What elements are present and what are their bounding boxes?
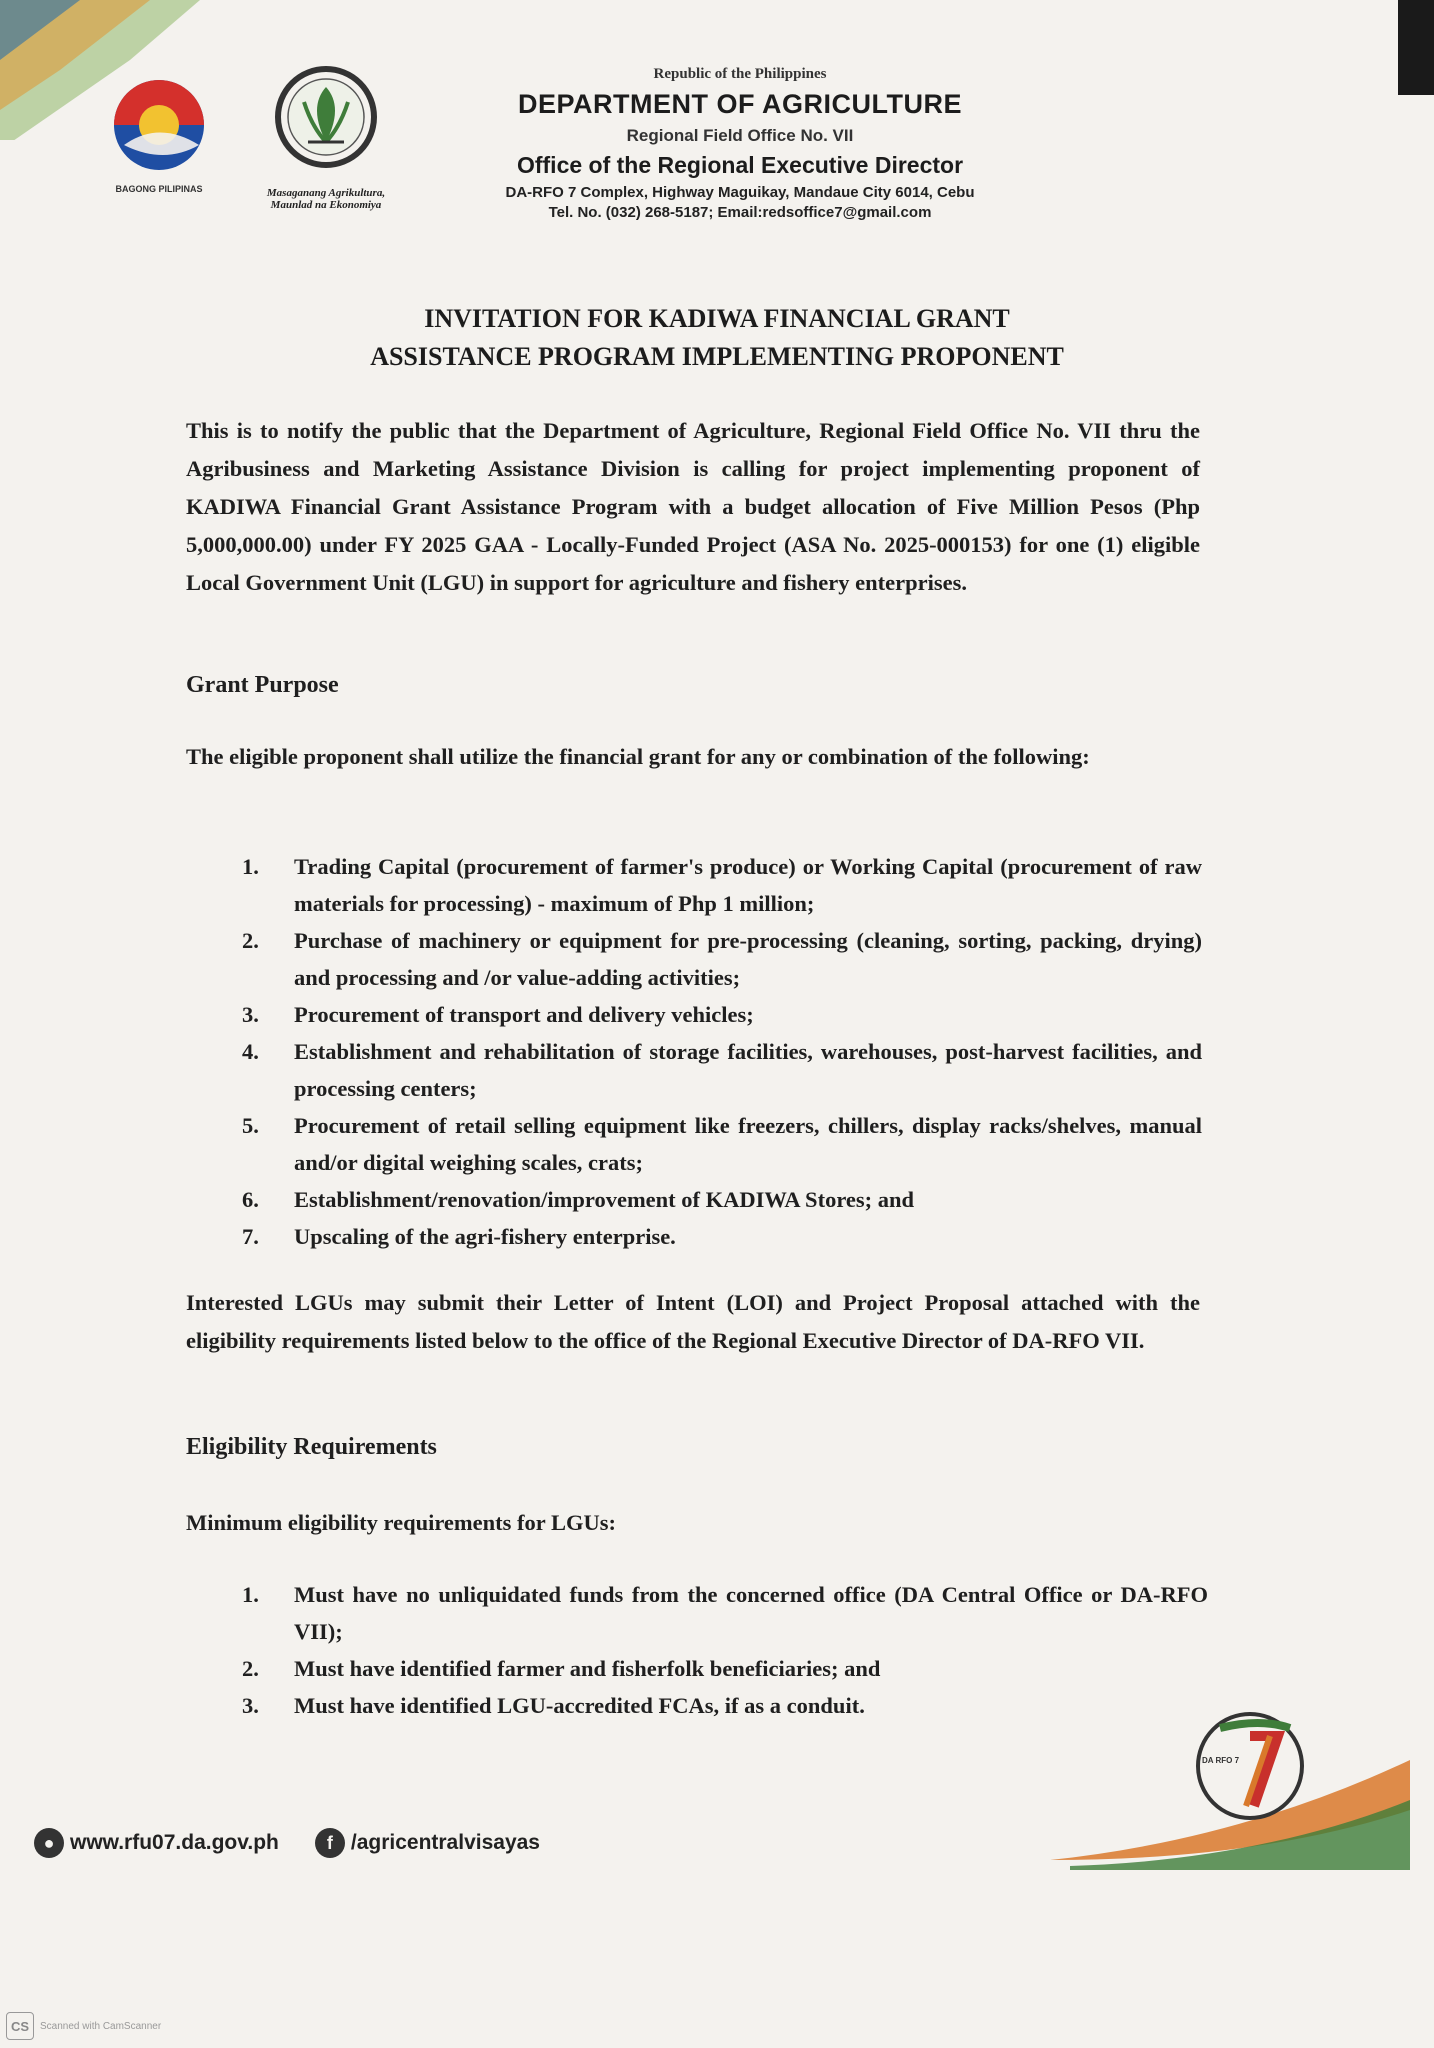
list-item — [242, 1033, 1202, 1107]
grant-purpose-lead: The eligible proponent shall utilize the financial grant for any or combination of the following: — [186, 744, 1090, 769]
list-item — [242, 1687, 1208, 1724]
list-item-number: 1. — [242, 854, 259, 879]
facebook-text: /agricentralvisayas — [350, 1831, 540, 1854]
bagong-pilipinas-label: BAGONG PILIPINAS — [115, 184, 203, 194]
list-item-number: 4. — [242, 1039, 259, 1064]
office-name: Office of the Regional Executive Director — [516, 152, 964, 178]
facebook-icon: f — [315, 1828, 345, 1858]
globe-icon: ● — [34, 1828, 64, 1858]
list-item — [242, 1181, 1202, 1218]
regional-office-line: Regional Field Office No. VII — [626, 126, 854, 145]
bagong-pilipinas-emblem-icon — [84, 70, 234, 175]
rfo7-emblem-icon — [1180, 1706, 1320, 1826]
list-item-number: 3. — [242, 1002, 259, 1027]
facebook-link[interactable] — [315, 1828, 540, 1858]
list-item-number: 6. — [242, 1187, 259, 1212]
list-item-number: 2. — [242, 1656, 259, 1681]
scan-edge-shadow — [1398, 0, 1434, 95]
list-item-text: Must have identified LGU-accredited FCAs, if as a conduit. — [294, 1693, 865, 1718]
bagong-pilipinas-logo — [84, 70, 234, 200]
da-seal-icon — [246, 62, 406, 182]
office-address: DA-RFO 7 Complex, Highway Maguikay, Mandaue City 6014, Cebu — [505, 184, 975, 201]
list-item — [242, 1576, 1208, 1650]
website-text: www.rfu07.da.gov.ph — [70, 1831, 279, 1854]
title-line1: INVITATION FOR KADIWA FINANCIAL GRANT — [424, 304, 1010, 333]
list-item-text: Establishment and rehabilitation of storage facilities, warehouses, post-harvest facilities, and processing centers; — [294, 1039, 1202, 1101]
list-item — [242, 1218, 1202, 1255]
list-item-text: Procurement of retail selling equipment like freezers, chillers, display racks/shelves, manual and/or digital weighing scales, crats; — [294, 1113, 1202, 1175]
title-line2: ASSISTANCE PROGRAM IMPLEMENTING PROPONENT — [370, 342, 1064, 371]
list-item-number: 1. — [242, 1582, 259, 1607]
eligibility-heading: Eligibility Requirements — [186, 1434, 437, 1460]
camscanner-logo: CS — [6, 2012, 34, 2040]
republic-line: Republic of the Philippines — [653, 66, 827, 82]
list-item — [242, 1650, 1208, 1687]
intro-paragraph: This is to notify the public that the Department of Agriculture, Regional Field Office No. VII thru the Agribusiness and Marketing Assistance Division is calling for project implementing proponent of KADIWA Financial Grant Assistance Program with a budget allocation of Five Million Pesos (Php 5,000,000.00) under FY 2025 GAA - Locally-Funded Project (ASA No. 2025-000153) for one (1) eligible Local Government Unit (LGU) in support for agriculture and fishery enterprises. — [186, 418, 1200, 595]
list-item-text: Must have no unliquidated funds from the concerned office (DA Central Office or DA-RFO VII); — [294, 1582, 1208, 1644]
list-item-number: 7. — [242, 1224, 259, 1249]
list-item — [242, 996, 1202, 1033]
letterhead — [430, 66, 1050, 221]
rfo7-badge-label: DA RFO 7 — [1202, 1756, 1240, 1765]
list-item-text: Procurement of transport and delivery vehicles; — [294, 1002, 754, 1027]
list-item-text: Must have identified farmer and fisherfolk beneficiaries; and — [294, 1656, 881, 1681]
grant-purpose-list — [242, 848, 1202, 1255]
list-item-text: Establishment/renovation/improvement of KADIWA Stores; and — [294, 1187, 915, 1212]
website-link[interactable] — [34, 1828, 279, 1858]
da-motto-line2: Maunlad na Ekonomiya — [270, 199, 382, 211]
list-item — [242, 922, 1202, 996]
document-title — [186, 300, 1248, 376]
list-item-text: Purchase of machinery or equipment for pre-processing (cleaning, sorting, packing, drying) and processing and /or value-adding activities; — [294, 928, 1202, 990]
da-motto-line1: Masaganang Agrikultura, — [266, 187, 386, 199]
department-name: DEPARTMENT OF AGRICULTURE — [518, 89, 962, 119]
list-item — [242, 848, 1202, 922]
rfo7-badge-logo — [1180, 1706, 1320, 1826]
footer — [34, 1828, 576, 1858]
list-item-number: 2. — [242, 928, 259, 953]
grant-purpose-heading: Grant Purpose — [186, 672, 339, 698]
eligibility-lead: Minimum eligibility requirements for LGUs: — [186, 1510, 616, 1535]
list-item-text: Trading Capital (procurement of farmer's produce) or Working Capital (procurement of raw materials for processing) - maximum of Php 1 million; — [294, 854, 1202, 916]
department-of-agriculture-logo — [246, 62, 406, 232]
camscanner-watermark — [6, 2012, 161, 2040]
list-item-number: 5. — [242, 1113, 259, 1138]
list-item-number: 3. — [242, 1693, 259, 1718]
submission-paragraph: Interested LGUs may submit their Letter of Intent (LOI) and Project Proposal attached with the eligibility requirements listed below to the office of the Regional Executive Director of DA-RFO VII. — [186, 1290, 1200, 1353]
office-contact: Tel. No. (032) 268-5187; Email:redsoffice7@gmail.com — [548, 204, 932, 221]
camscanner-note: Scanned with CamScanner — [40, 2020, 162, 2032]
list-item — [242, 1107, 1202, 1181]
eligibility-list — [242, 1576, 1208, 1724]
list-item-text: Upscaling of the agri-fishery enterprise. — [294, 1224, 676, 1249]
